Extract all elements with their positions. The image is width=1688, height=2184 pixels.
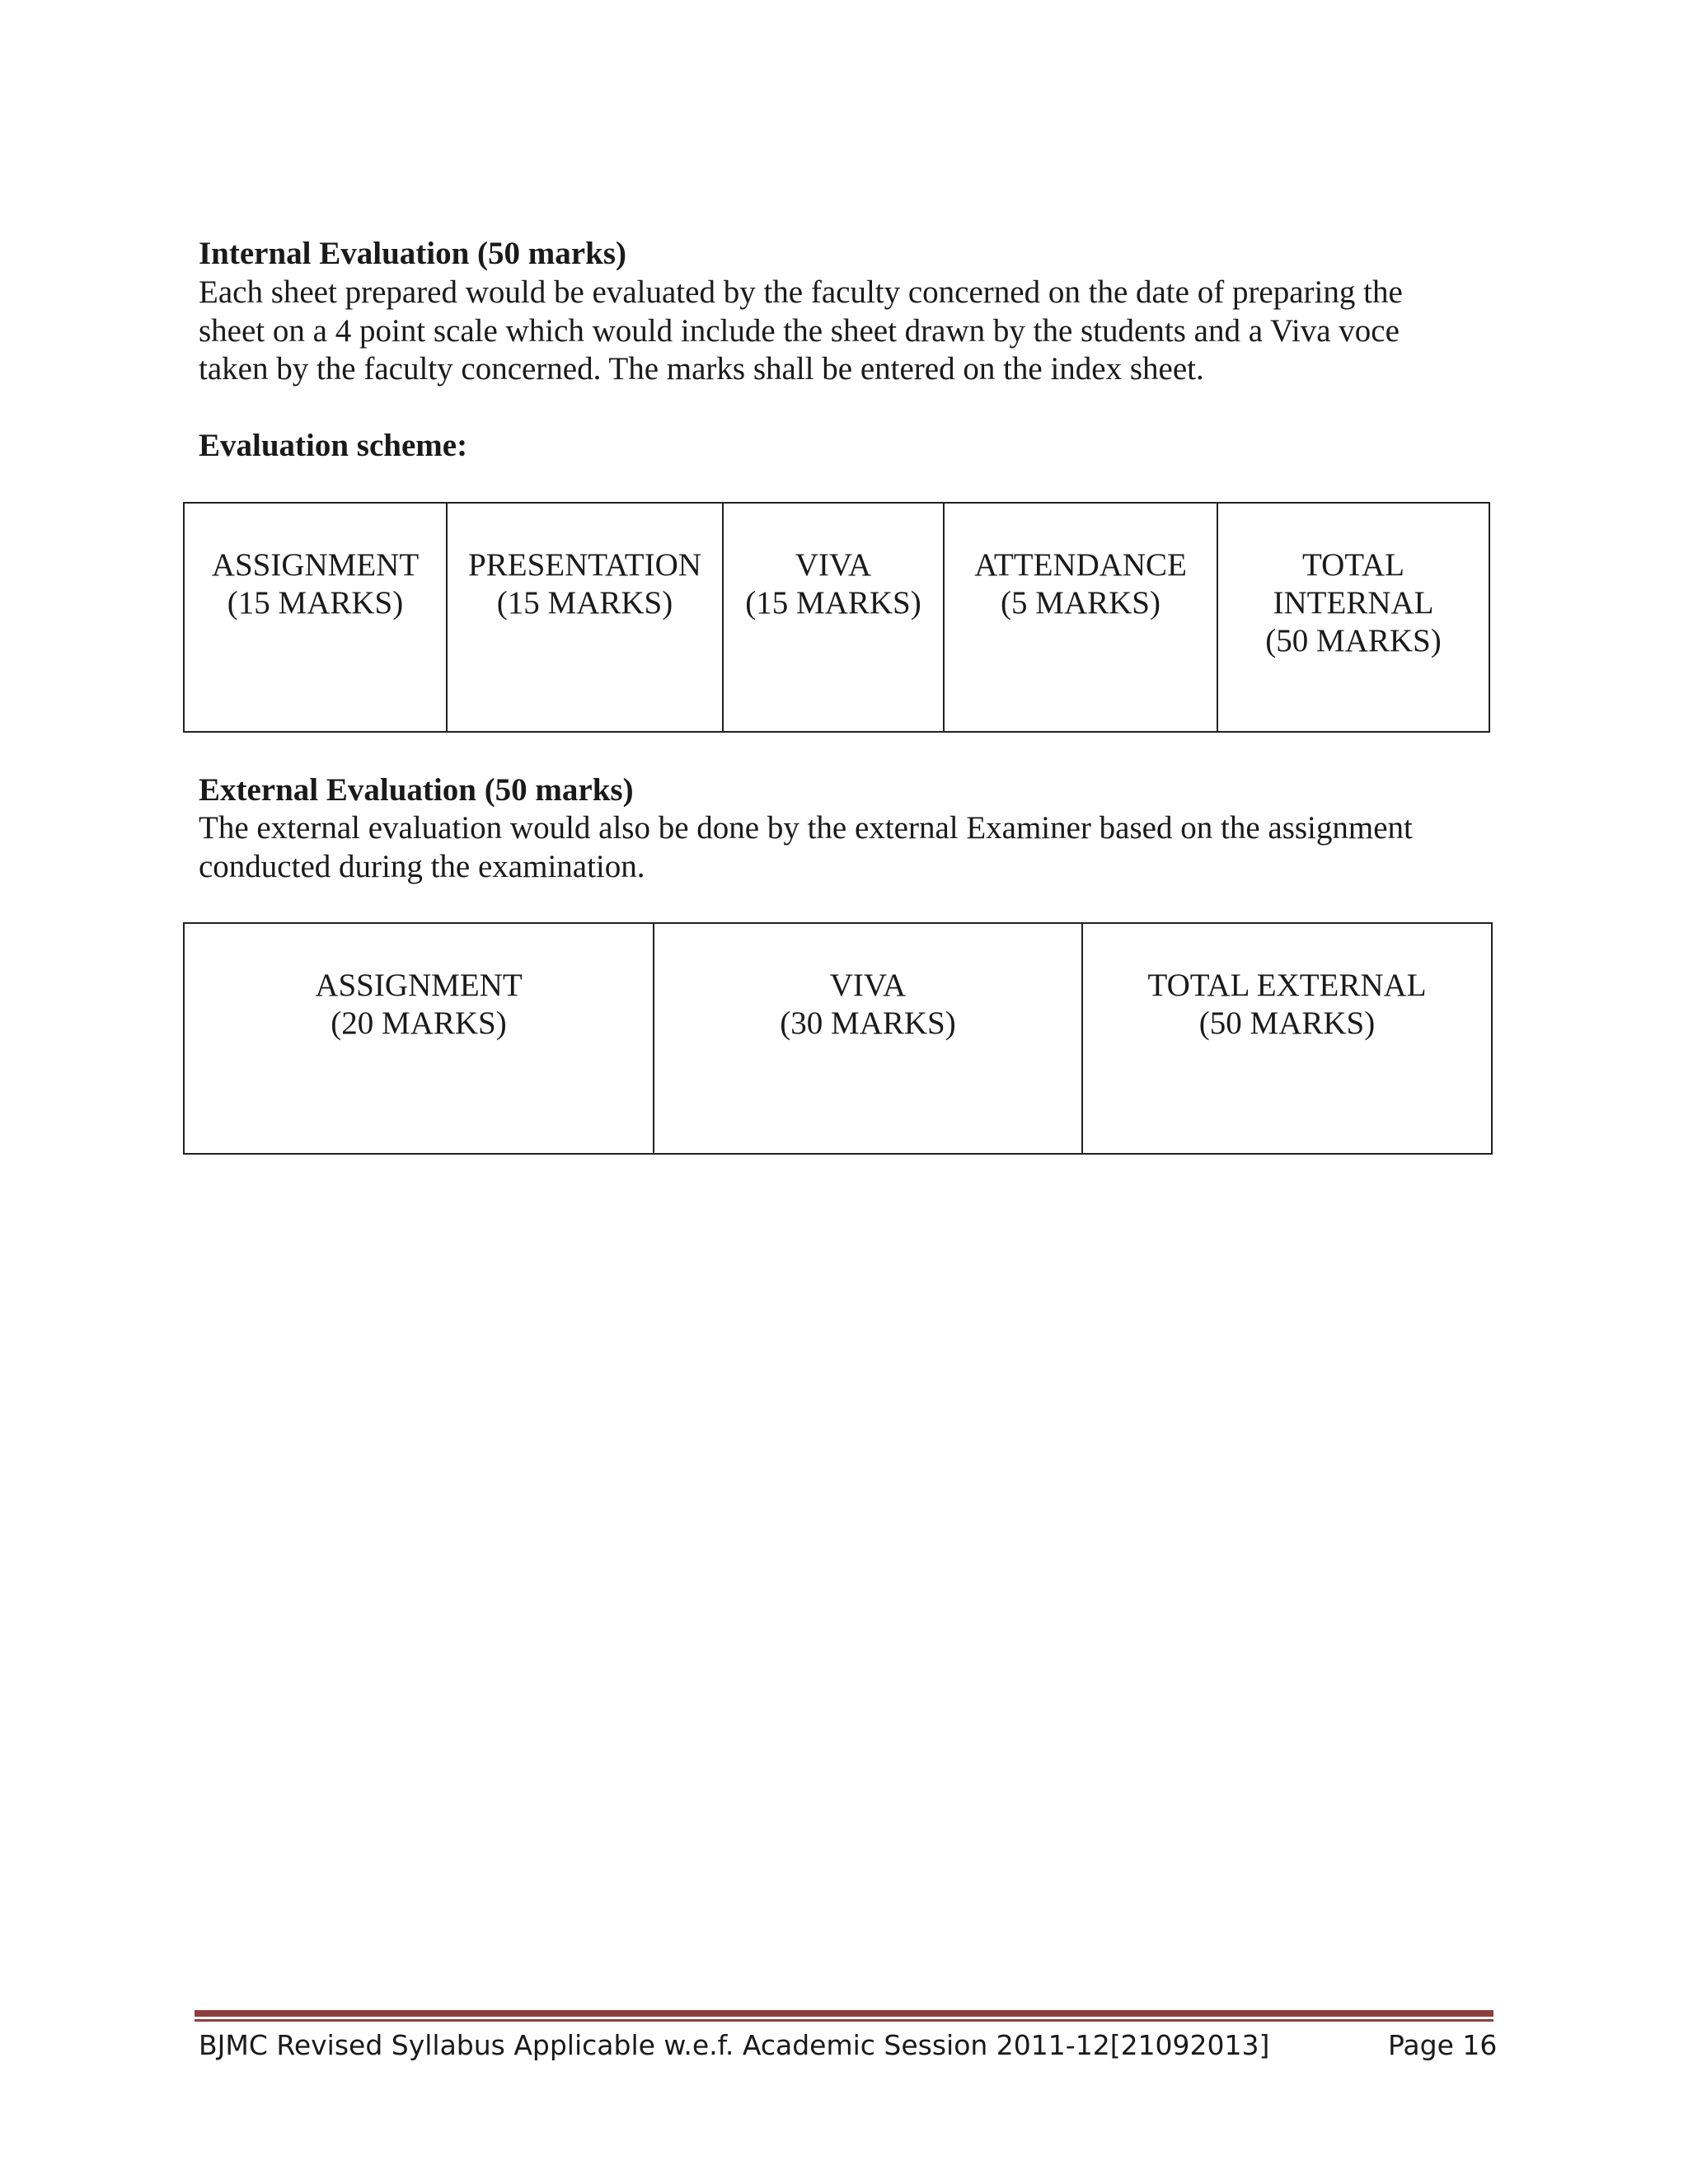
footer-page-number: Page 16 — [1388, 2029, 1498, 2061]
internal-evaluation-paragraph — [199, 274, 1501, 389]
external-viva-cell — [654, 923, 1082, 1154]
cell-marks: (5 MARKS) — [1001, 585, 1160, 621]
cell-marks: (15 MARKS) — [227, 585, 404, 621]
cell-label: TOTAL — [1302, 547, 1404, 583]
internal-presentation-cell — [447, 503, 723, 732]
footer-divider — [195, 2010, 1493, 2017]
table-row — [184, 503, 1489, 732]
internal-viva-cell — [723, 503, 944, 732]
cell-marks: (15 MARKS) — [496, 585, 673, 621]
cell-label: PRESENTATION — [468, 547, 701, 583]
external-evaluation-paragraph — [199, 809, 1501, 886]
external-total-cell — [1082, 923, 1492, 1154]
paragraph-line: sheet on a 4 point scale which would include the sheet drawn by the students and a Viva voce — [199, 312, 1400, 349]
paragraph-line: Each sheet prepared would be evaluated by the faculty concerned on the date of preparing the — [199, 274, 1403, 310]
internal-total-cell — [1217, 503, 1489, 732]
cell-label: VIVA — [795, 547, 872, 583]
external-evaluation-heading: External Evaluation (50 marks) — [199, 772, 634, 808]
cell-marks: (15 MARKS) — [745, 585, 921, 621]
internal-attendance-cell — [944, 503, 1217, 732]
cell-label: ASSIGNMENT — [211, 547, 420, 583]
paragraph-line: taken by the faculty concerned. The marks shall be entered on the index sheet. — [199, 351, 1204, 387]
cell-marks: (50 MARKS) — [1265, 623, 1442, 658]
cell-marks: (20 MARKS) — [331, 1005, 507, 1041]
cell-label: TOTAL EXTERNAL — [1147, 968, 1427, 1003]
cell-label: ATTENDANCE — [974, 547, 1187, 583]
cell-marks: (50 MARKS) — [1198, 1005, 1376, 1041]
cell-marks: (30 MARKS) — [780, 1005, 956, 1041]
footer-document-title: BJMC Revised Syllabus Applicable w.e.f. Academic Session 2011-12[21092013] — [199, 2029, 1270, 2061]
external-assignment-cell — [184, 923, 654, 1154]
evaluation-scheme-heading: Evaluation scheme: — [199, 428, 468, 463]
cell-label: INTERNAL — [1273, 585, 1434, 621]
external-evaluation-table — [183, 922, 1493, 1155]
internal-assignment-cell — [184, 503, 447, 732]
cell-label: VIVA — [829, 968, 907, 1003]
footer-divider-thin — [195, 2019, 1493, 2022]
internal-evaluation-heading: Internal Evaluation (50 marks) — [199, 236, 626, 271]
internal-evaluation-table — [183, 502, 1490, 733]
table-row — [184, 923, 1492, 1154]
paragraph-line: conducted during the examination. — [199, 848, 645, 884]
paragraph-line: The external evaluation would also be done by the external Examiner based on the assignment — [199, 810, 1413, 846]
cell-label: ASSIGNMENT — [315, 968, 523, 1003]
